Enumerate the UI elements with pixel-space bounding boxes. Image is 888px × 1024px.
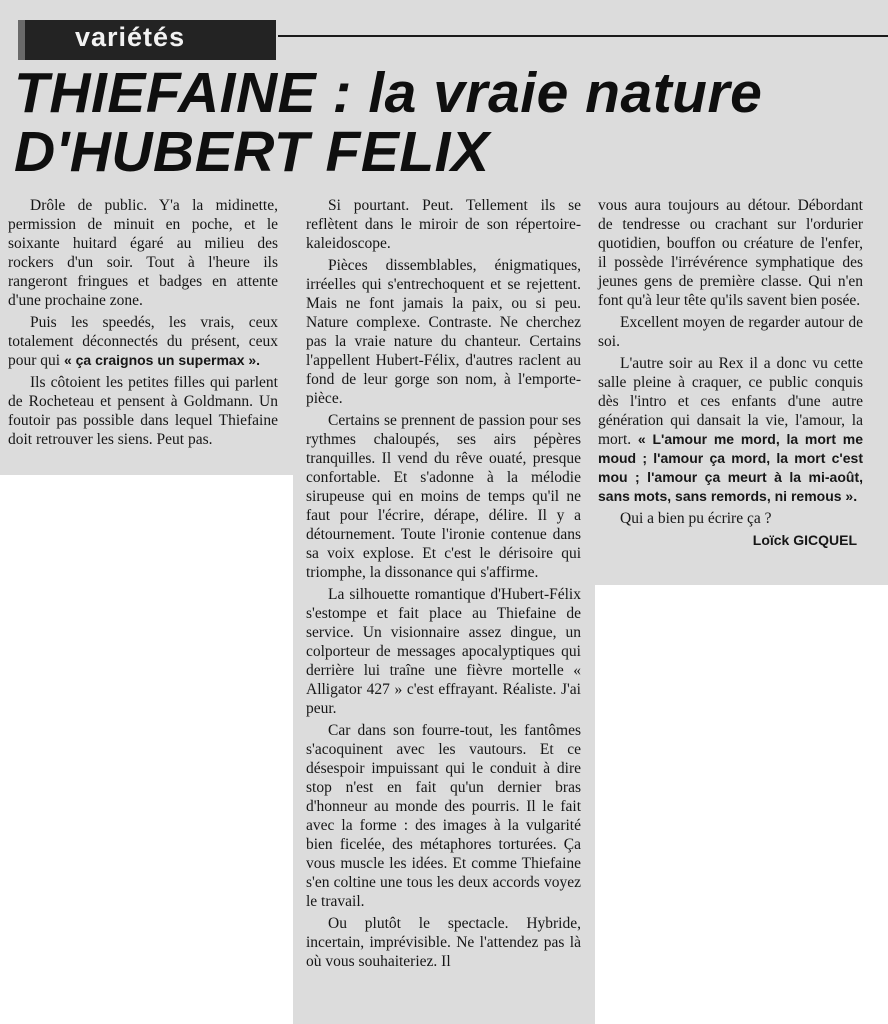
paragraph: Ou plutôt le spectacle. Hybride, incertain, imprévisible. Ne l'attendez pas là où vous souhaiteriez. Il <box>306 915 581 970</box>
paragraph <box>598 354 863 506</box>
section-label: variétés <box>75 22 186 52</box>
headline <box>14 61 874 184</box>
paragraph-text: L'autre soir au Rex il a donc vu cette salle pleine à craquer, ce public conquis dès l'intro et ces enfants d'une autre génération qui dansait la vie, l'amour, la mort. <box>598 355 863 448</box>
paragraph: vous aura toujours au détour. Débordant de tendresse ou crachant sur l'ordurier quotidien, bouffon ou créature de l'enfer, il possède l'irrévérence symphatique des jeunes gens de première classe. Qui n'en font qu'à leur tête qu'ils savent bien posée. <box>598 197 863 309</box>
quote: « ça craignos un supermax ». <box>63 352 261 368</box>
headline-line-2: D'HUBERT FELIX <box>14 120 490 184</box>
paragraph: Si pourtant. Peut. Tellement ils se reflètent dans le miroir de son répertoire-kaleidoscope. <box>306 197 581 252</box>
paragraph: Excellent moyen de regarder autour de soi. <box>598 314 863 350</box>
paragraph: Pièces dissemblables, énigmatiques, irréelles qui s'entrechoquent et se rejettent. Mais ne font jamais la paix, ou si peu. Nature complexe. Contraste. Ne cherchez pas la vraie nature du chanteur. Certains l'appellent Hubert-Félix, d'autres raclent au fond de leur gorge son nom, à l'emporte-pièce. <box>306 257 581 407</box>
paragraph: Ils côtoient les petites filles qui parlent de Rocheteau et pensent à Goldmann. Un foutoir pas possible dans lequel Thiefaine doit retrouver les siens. Peut pas. <box>8 374 278 448</box>
section-rule <box>278 35 888 37</box>
article-column-1 <box>8 196 278 452</box>
article-column-3 <box>598 196 863 553</box>
lyrics-quote: « L'amour me mord, la mort me moud ; l'amour ça mord, la mort c'est mou ; l'amour ça meurt à la mi-août, sans mots, sans remords, ni remous ». <box>598 431 864 504</box>
paragraph-text: Puis les speedés, les vrais, ceux totalement déconnectés du présent, ceux pour qui <box>8 314 278 369</box>
paragraph: Certains se prennent de passion pour ses rythmes chaloupés, ses airs pépères tranquilles. Il vend du rêve ouaté, presque confortable. Et s'adonne à la mélodie sirupeuse qui en moins de temps qu'il ne faut pour l'écrire, dérape, délire. Il y a détournement. Toute l'ironie contenue dans sa voix explose. Et c'est le dérisoire qui triomphe, la dissonance qui s'affirme. <box>306 412 581 581</box>
headline-line-1: THIEFAINE : la vraie nature <box>14 61 763 125</box>
article-column-2 <box>306 196 581 974</box>
paragraph: Qui a bien pu écrire ça ? <box>620 510 772 527</box>
author-signature: Loïck GICQUEL <box>752 532 857 548</box>
section-banner <box>18 20 276 60</box>
paragraph <box>8 313 278 370</box>
paragraph: La silhouette romantique d'Hubert-Félix s'estompe et fait place au Thiefaine de service. Un visionnaire assez dingue, un colporteur de messages apocalyptiques qui derrière lui traîne une fièvre mortelle « Alligator 427 » c'est effrayant. Réaliste. J'ai peur. <box>306 586 581 717</box>
paragraph: Drôle de public. Y'a la midinette, permission de minuit en poche, et le soixante huitard égaré au milieu des rockers d'un soir. Tout à l'heure ils rangeront fringues et badges en attente d'une prochaine zone. <box>8 197 278 309</box>
paragraph: Car dans son fourre-tout, les fantômes s'acoquinent avec les vautours. Et ce désespoir impuissant qui le conduit à dire stop n'est en fait qu'un dernier bras d'honneur au monde des pourris. Il le fait avec la forme : des images à la vulgarité bien ficelée, des métaphores torturées. Ça vous muscle les idées. Et comme Thiefaine s'en coltine une tous les deux accords voyez le travail. <box>306 722 581 910</box>
